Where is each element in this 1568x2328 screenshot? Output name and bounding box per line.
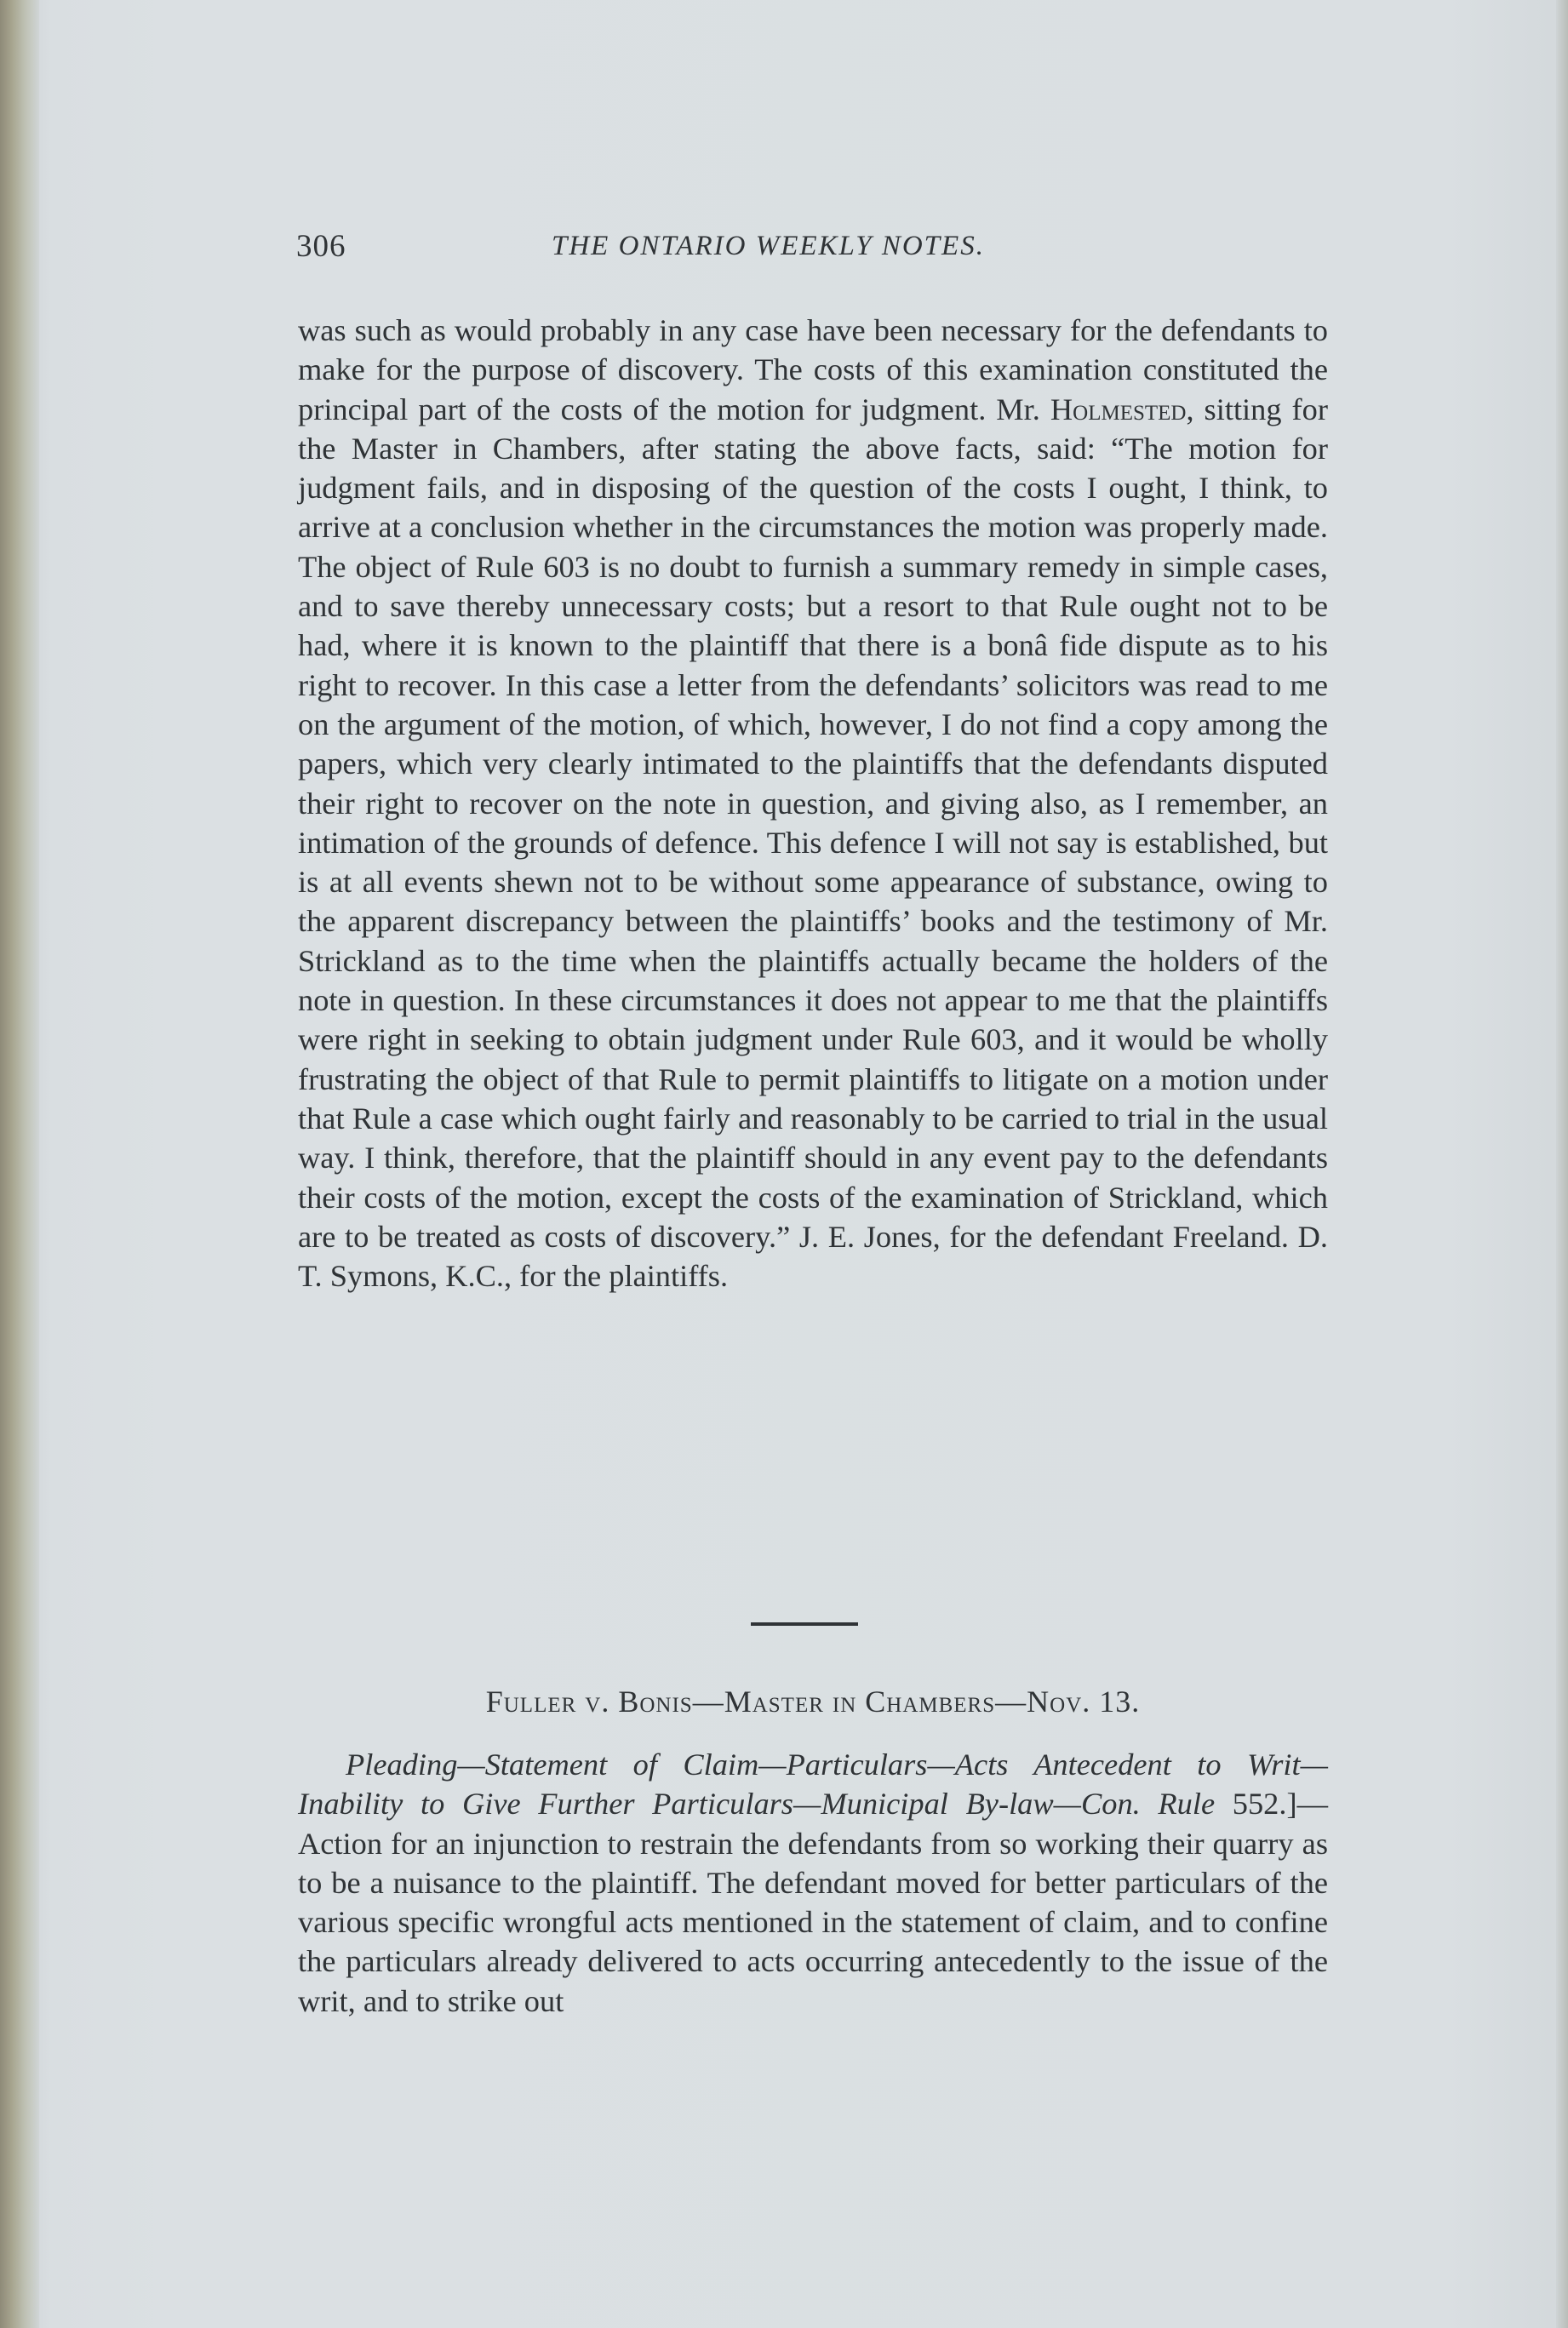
section-divider-rule bbox=[751, 1622, 858, 1626]
headnote-body: —Action for an injunction to restrain the defendants from so working their quarry as to be a nuisance to the plaintiff. The defendant moved for better particulars of the various specific wrongful acts mentioned in the statement of claim, and to confine the particulars already delivered to acts occurring antecedently to the issue of the writ, and to strike out bbox=[298, 1787, 1328, 2018]
body-paragraph-text bbox=[298, 311, 1328, 1296]
body-text-part-1: was such as would probably in any case have been necessary for the defendants to make for the purpose of discovery. The costs of this examination constituted the principal part of the costs of the motion for judgment. Mr. bbox=[298, 313, 1328, 426]
case-headnote-text bbox=[298, 1745, 1328, 2021]
case-headnote bbox=[298, 1745, 1328, 2021]
page-number: 306 bbox=[296, 229, 346, 264]
judge-name-holmested: Holmested bbox=[1050, 392, 1187, 426]
body-paragraph bbox=[298, 311, 1328, 1296]
case-heading: Fuller v. Bonis—Master in Chambers—Nov. 13. bbox=[485, 1685, 1141, 1719]
book-binding-edge bbox=[0, 0, 39, 2328]
page-header bbox=[296, 228, 1328, 271]
page-right-edge bbox=[1556, 0, 1568, 2328]
body-text-part-2: , sitting for the Master in Chambers, after stating the above facts, said: “The motion for judgment fails, and in disposing of the question of the costs I ought, I think, to arrive at a conclusion whether in the circumstances the motion was properly made. The object of Rule 603 is no doubt to furnish a summary remedy in simple cases, and to save thereby unnecessary costs; but a resort to that Rule ought not to be had, where it is known to the plaintiff that there is a bonâ fide dispute as to his right to recover. In this case a letter from the defendants’ solicitors was read to me on the argument of the motion, of which, however, I do not find a copy among the papers, which very clearly intimated to the plaintiffs that the defendants disputed their right to recover on the note in question, and giving also, as I remember, an intimation of the grounds of defence. This defence I will not say is established, but is at all events shewn not to be without some appearance of substance, owing to the apparent discrepancy between the plaintiffs’ books and the testimony of Mr. Strickland as to the time when the plaintiffs actually became the holders of the note in question. In these circumstances it does not appear to me that the plaintiffs were right in seeking to obtain judgment under Rule 603, and it would be wholly frustrating the object of that Rule to permit plaintiffs to litigate on a motion under that Rule a case which ought fairly and reasonably to be carried to trial in the usual way. I think, therefore, that the plaintiff should in any event pay to the defendants their costs of the motion, except the costs of the examination of Strickland, which are to be treated as costs of discovery.” J. E. Jones, for the defendant Freeland. D. T. Symons, K.C., for the plaintiffs. bbox=[298, 392, 1328, 1294]
headnote-rule-number: 552.] bbox=[1215, 1787, 1297, 1822]
running-head: THE ONTARIO WEEKLY NOTES. bbox=[552, 231, 985, 261]
headnote-keywords: Pleading—Statement of Claim—Particulars—Acts Antecedent to Writ—Inability to Give Further Particulars—Municipal By-law—Con. Rule bbox=[298, 1747, 1328, 1822]
